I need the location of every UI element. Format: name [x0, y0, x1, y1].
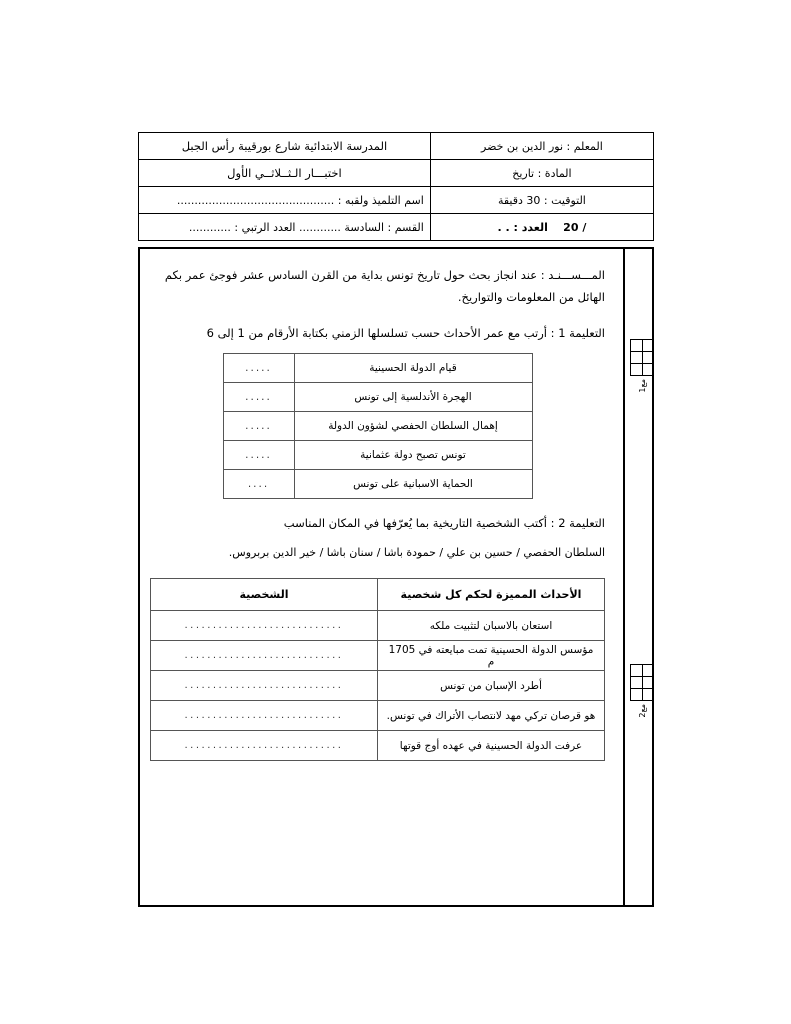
- marks-group-1: [629, 339, 655, 393]
- support-text: المـــســـنـد : عند انجاز بحث حول تاريخ تونس بداية من القرن السادس عشر فوجئ عمر بكم الهائل من المعلومات والتواريخ.: [164, 268, 605, 304]
- event-text: تونس تصبح دولة عثمانية: [294, 440, 532, 469]
- marks-margin-column: [623, 249, 657, 905]
- mark-label: العدد : . .: [497, 220, 548, 234]
- mark-box[interactable]: [631, 689, 643, 701]
- mark-box[interactable]: [642, 340, 654, 352]
- persons-matching-table: [150, 578, 605, 761]
- marks-group-2: [629, 664, 655, 718]
- person-answer-input[interactable]: ............................: [151, 701, 378, 731]
- person-event-text: عرفت الدولة الحسينية في عهده أوج قوتها: [378, 731, 605, 761]
- header-row-1: [139, 133, 654, 160]
- event-answer-input[interactable]: ....: [223, 469, 294, 498]
- exam-header-table: [138, 132, 654, 241]
- header-row-3: [139, 187, 654, 214]
- events-column-header: الأحداث المميزة لحكم كل شخصية: [378, 579, 605, 611]
- table-row: [151, 641, 605, 671]
- mark-box[interactable]: [631, 677, 643, 689]
- exam-page: [96, 104, 696, 919]
- table-row: [151, 611, 605, 641]
- mark-box[interactable]: [642, 364, 654, 376]
- event-answer-input[interactable]: .....: [223, 353, 294, 382]
- person-event-text: استعان بالاسبان لتثبيت ملكه: [378, 611, 605, 641]
- table-row: [151, 671, 605, 701]
- names-word-bank: السلطان الحفصي / حسين بن علي / حمودة باشا / سنان باشا / خير الدين بربروس.: [228, 546, 605, 560]
- duration-cell: التوقيت : 30 دقيقة: [430, 187, 653, 214]
- table-row: [223, 353, 532, 382]
- table-row: [223, 382, 532, 411]
- mark-box[interactable]: [631, 364, 643, 376]
- mark-box[interactable]: [631, 352, 643, 364]
- mark-box[interactable]: [642, 352, 654, 364]
- person-event-text: مؤسس الدولة الحسينية تمت مبايعته في 1705 م: [378, 641, 605, 671]
- table-row: [223, 469, 532, 498]
- mark-box[interactable]: [642, 665, 654, 677]
- table-row: [151, 701, 605, 731]
- mark-cell[interactable]: [430, 214, 653, 241]
- student-name-cell[interactable]: اسم التلميذ ولقبه : .............................................: [139, 187, 431, 214]
- person-answer-input[interactable]: ............................: [151, 641, 378, 671]
- event-text: إهمال السلطان الحفصي لشؤون الدولة: [294, 411, 532, 440]
- person-answer-input[interactable]: ............................: [151, 611, 378, 641]
- table-row: [151, 731, 605, 761]
- mark-box[interactable]: [631, 340, 643, 352]
- person-column-header: الشخصية: [151, 579, 378, 611]
- event-text: الهجرة الأندلسية إلى تونس: [294, 382, 532, 411]
- event-text: قيام الدولة الحسينية: [294, 353, 532, 382]
- instruction-1: التعليمة 1 : أرتب مع عمر الأحداث حسب تسلسلها الزمني بكتابة الأرقام من 1 إلى 6: [206, 325, 605, 340]
- person-answer-input[interactable]: ............................: [151, 731, 378, 761]
- mark-total: / 20: [563, 220, 587, 234]
- exam-title-cell: اختبـــار الـثــلاثــي الأول: [139, 160, 431, 187]
- marks-grid-1[interactable]: [630, 339, 654, 376]
- mark-box[interactable]: [642, 677, 654, 689]
- event-answer-input[interactable]: .....: [223, 382, 294, 411]
- events-ordering-table: [223, 353, 533, 499]
- header-row-2: [139, 160, 654, 187]
- mark-box[interactable]: [642, 689, 654, 701]
- teacher-cell: المعلم : نور الدين بن خضر: [430, 133, 653, 160]
- person-answer-input[interactable]: ............................: [151, 671, 378, 701]
- subject-cell: المادة : تاريخ: [430, 160, 653, 187]
- mark-box[interactable]: [631, 665, 643, 677]
- marks-grid-2[interactable]: [630, 664, 654, 701]
- class-cell[interactable]: القسم : السادسة ............ العدد الرتبي : ............: [139, 214, 431, 241]
- person-event-text: أطرد الإسبان من تونس: [378, 671, 605, 701]
- exam-content: [140, 249, 623, 905]
- school-cell: المدرسة الابتدائية شارع بورقيبة رأس الجبل: [139, 133, 431, 160]
- event-text: الحماية الاسبانية على تونس: [294, 469, 532, 498]
- marks-label-1: مع1: [637, 379, 647, 393]
- person-event-text: هو قرصان تركي مهد لانتصاب الأتراك في تونس.: [378, 701, 605, 731]
- table-row: [223, 411, 532, 440]
- table-row: [223, 440, 532, 469]
- marks-label-2: مع2: [637, 704, 647, 718]
- event-answer-input[interactable]: .....: [223, 440, 294, 469]
- header-row-4: [139, 214, 654, 241]
- event-answer-input[interactable]: .....: [223, 411, 294, 440]
- instruction-2: التعليمة 2 : أكتب الشخصية التاريخية بما يُعرّفها في المكان المناسب: [283, 515, 605, 530]
- exam-body-frame: [138, 247, 654, 907]
- table-header-row: [151, 579, 605, 611]
